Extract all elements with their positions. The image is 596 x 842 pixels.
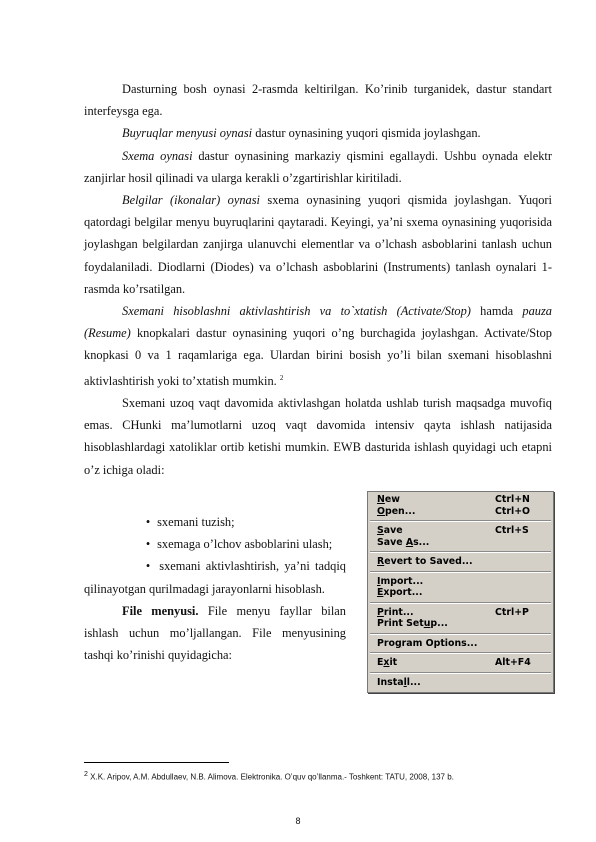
- paragraph-text: File menyu fayllar bilan ishlash uchun mo’ljallangan. File menyusining tashqi ko’rinishi quyidagicha:: [84, 603, 346, 663]
- paragraph-icons-window: [84, 189, 552, 300]
- menu-item-label: Revert to Saved...: [377, 556, 473, 567]
- term-file-menu: File menyusi.: [122, 603, 199, 618]
- menu-item-exit[interactable]: [368, 657, 553, 669]
- menu-item-open[interactable]: [368, 506, 553, 518]
- paragraph-file-menu: [84, 600, 346, 667]
- menu-item-label: New: [377, 494, 400, 505]
- footnote: [84, 771, 454, 782]
- paragraph-text: dastur oynasining markaziy qismini egallaydi. Ushbu oynada elektr zanjirlar hosil qilinadi va ularga kerakli o’zgartirishlar kiritiladi.: [84, 148, 552, 185]
- menu-item-label: Program Options...: [377, 637, 478, 649]
- menu-separator: [370, 520, 551, 522]
- list-item-text: sxemaga o’lchov asboblarini ulash;: [157, 537, 333, 552]
- footnote-text: X.K. Aripov, A.M. Abdullaev, N.B. Alimova. Elektronika. O’quv qo’llanma.- Toshkent: TATU, 2008, 137 b.: [87, 772, 454, 782]
- menu-item-print-setup[interactable]: [368, 618, 553, 630]
- file-menu: [367, 491, 554, 693]
- paragraph-text: hamda: [470, 304, 523, 319]
- list-item-text: sxemani aktivlashtirish, ya’ni tadqiq qilinayotgan qurilmadagi jarayonlarni hisoblash.: [84, 559, 346, 596]
- menu-item-shortcut: Ctrl+O: [495, 505, 531, 517]
- menu-item-label: Exit: [377, 657, 398, 668]
- footnote-mark: 2: [84, 771, 88, 778]
- term-schema-window: Sxema oynasi: [122, 148, 193, 163]
- menu-separator: [370, 551, 551, 553]
- menu-item-label: Open...: [377, 505, 416, 517]
- menu-item-shortcut: Ctrl+N: [495, 494, 530, 505]
- footnote-divider: [84, 762, 229, 763]
- menu-item-program-options[interactable]: [368, 638, 553, 650]
- paragraph-text: dastur oynasining yuqori qismida joylashgan.: [252, 126, 481, 141]
- term-pause: pauza (Resume): [84, 304, 552, 341]
- bullet-icon: •: [145, 559, 151, 574]
- menu-item-export[interactable]: [368, 587, 553, 599]
- menu-item-label: Export...: [377, 587, 423, 598]
- term-icons-window: Belgilar (ikonalar) oynasi: [122, 193, 260, 208]
- menu-item-import[interactable]: [368, 576, 553, 588]
- menu-separator: [370, 672, 551, 674]
- menu-item-save-as[interactable]: [368, 537, 553, 549]
- list-item: [84, 533, 346, 555]
- menu-item-shortcut: Ctrl+S: [495, 525, 529, 536]
- menu-separator: [370, 602, 551, 604]
- paragraph-schema-window: [84, 145, 552, 189]
- paragraph-intro: Dasturning bosh oynasi 2-rasmda keltirilgan. Ko’rinib turganidek, dastur standart interfeysga ega.: [84, 82, 552, 119]
- bullet-icon: •: [145, 537, 151, 552]
- stages-list: [84, 511, 346, 666]
- menu-item-label: Install...: [377, 676, 421, 688]
- term-activate-stop: Sxemani hisoblashni aktivlashtirish va to`xtatish (Activate/Stop): [122, 304, 471, 319]
- list-item: [84, 511, 346, 533]
- menu-item-label: Print Setup...: [377, 618, 448, 629]
- menu-separator: [370, 652, 551, 654]
- list-item-text: sxemani tuzish;: [157, 515, 235, 529]
- menu-item-save[interactable]: [368, 525, 553, 537]
- menu-item-label: Import...: [377, 575, 424, 587]
- menu-item-install[interactable]: [368, 677, 553, 689]
- menu-item-revert-to-saved[interactable]: [368, 556, 553, 568]
- bullet-icon: •: [145, 515, 151, 529]
- term-menu-window: Buyruqlar menyusi oynasi: [122, 126, 253, 141]
- menu-item-label: Save As...: [377, 536, 430, 548]
- paragraph-text: knopkalari dastur oynasining yuqori o’ng burchagida joylashgan. Activate/Stop knopkasi 0 va 1 raqamlariga ega. Ulardan birini bosish yo’li bilan sxemani hisoblashni aktivlashtirish yoki to’xtatish mumkin.: [84, 326, 552, 388]
- menu-item-new[interactable]: [368, 494, 553, 506]
- menu-separator: [370, 571, 551, 573]
- footnote-ref: 2: [279, 373, 284, 382]
- body-text: [84, 78, 552, 481]
- page-number: 8: [295, 816, 301, 826]
- menu-separator: [370, 633, 551, 635]
- menu-item-print[interactable]: [368, 607, 553, 619]
- menu-item-label: Save: [377, 525, 403, 536]
- paragraph-activate: [84, 300, 552, 392]
- list-item: [84, 555, 346, 599]
- paragraph-text: sxema oynasining yuqori qismida joylashgan. Yuqori qatordagi belgilar menyu buyruqlarini qaytaradi. Keyingi, ya’ni sxema oynasining yuqorisida joylashgan belgilardan zanjirga ulanuvchi elementlar va o’lchash asboblarini tanlash uchun foydalaniladi. Diodlarni (Diodes) va o’lchash asboblarini (Instruments) tanlash oynalari 1-rasmda ko’rsatilgan.: [84, 193, 552, 296]
- paragraph-stages: Sxemani uzoq vaqt davomida aktivlashgan holatda ushlab turish maqsadga muvofiq emas. CHunki ma’lumotlarni uzoq vaqt davomida intensiv qayta ishlash natijasida hisoblashlardagi xatoliklar ortib ketishi mumkin. EWB dasturida ishlash quyidagi uch etapni o’z ichiga oladi:: [84, 395, 552, 477]
- menu-item-shortcut: Alt+F4: [495, 657, 531, 668]
- menu-item-label: Print...: [377, 606, 414, 618]
- menu-item-shortcut: Ctrl+P: [495, 606, 529, 618]
- paragraph-menu-window: [84, 122, 552, 144]
